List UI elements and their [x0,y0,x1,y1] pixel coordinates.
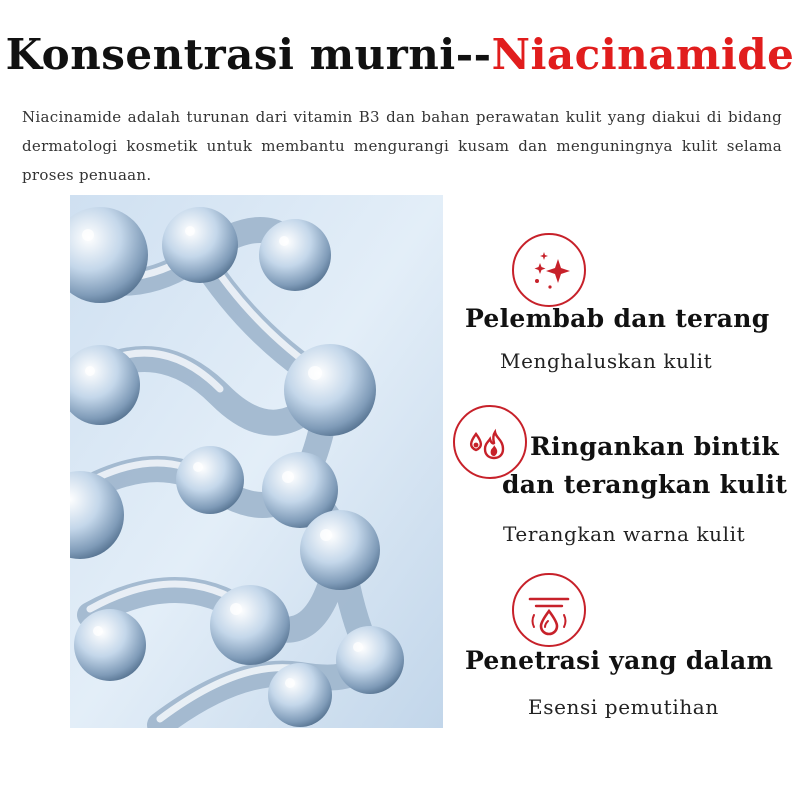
title-accent: Niacinamide [491,30,795,79]
page-title [0,30,800,79]
flame-drop-icon [455,407,525,477]
flame-drop-badge [453,405,527,479]
description-text: Niacinamide adalah turunan dari vitamin B3 dan bahan perawatan kulit yang diakui di bidang dermatologi kosmetik untuk membantu mengurangi kusam dan menguningnya kulit selama proses penuaan. [22,108,782,184]
feature-3-subtitle: Esensi pemutihan [528,695,719,719]
sparkle-badge [512,233,586,307]
droplet-penetration-badge [512,573,586,647]
droplet-penetration-icon [514,575,584,645]
sparkle-icon [514,235,584,305]
feature-1-title: Pelembab dan terang [465,304,770,333]
feature-2-subtitle: Terangkan warna kulit [503,522,746,546]
molecule-illustration [70,195,443,728]
feature-3-title: Penetrasi yang dalam [465,646,774,675]
feature-1-subtitle: Menghaluskan kulit [500,349,713,373]
feature-2-title-line2: dan terangkan kulit [502,470,788,499]
title-prefix: Konsentrasi murni-- [5,30,492,79]
feature-2-title-line1: Ringankan bintik [530,432,780,461]
